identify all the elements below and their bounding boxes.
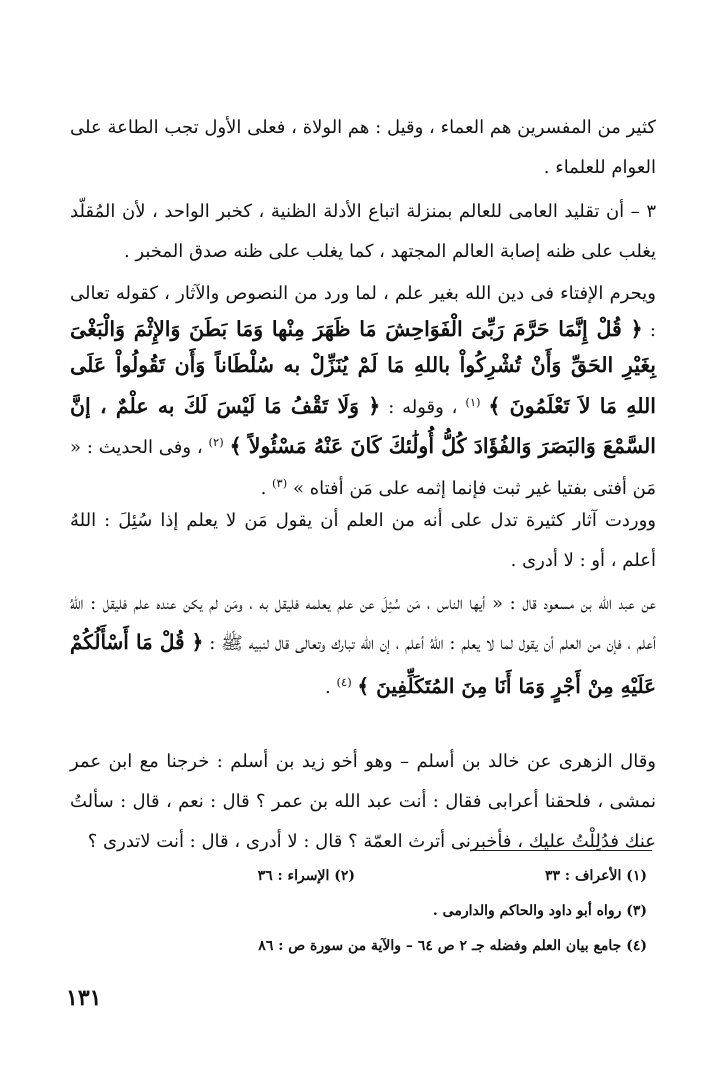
paragraph-4: ووردت آثار كثيرة تدل على أنه من العلم أن يقول مَن لا يعلم إذا سُئِلَ : اللهُ أعلم ، أو : لا أدرى . <box>70 510 656 571</box>
p3-text-d: . <box>260 477 267 499</box>
footnote-marker-4: (٤) <box>336 675 352 689</box>
p3-text-b: ، وقوله : <box>388 396 458 418</box>
paragraph-2: ٣ – أن تقليد العامى للعالم بمنزلة اتباع الأدلة الظنية ، كخبر الواحد ، لأن المُقلّد يغلب على ظنه إصابة العالم المجتهد ، كما يغلب على ظنه صدق المخبر . <box>70 201 656 262</box>
footnote-marker-1: (١) <box>465 394 481 409</box>
footnote-2: (٢) الإسراء : ٣٦ <box>257 868 355 884</box>
paragraph-5 <box>70 585 656 707</box>
quran-verse-3: ﴿ قُلْ مَا أَسْأَلُكُمْ عَلَيْهِ مِنْ أَجْرٍ وَمَا أَنَا مِنَ المُتَكَلِّفِينَ ﴾ <box>70 630 656 698</box>
quran-verse-1: ﴿ قُلْ إِنَّمَا حَرَّمَ رَبِّىَ الْفَوَاحِشَ مَا ظَهَرَ مِنْها وَمَا بَطَنَ وَالإِثْمَ وَالْبَغْىَ بِغَيْرِ الحَقِّ وَأَنْ تُشْرِكُواْ باللهِ مَا لَمْ يُنَزِّلْ به سُلْطَاناً وَأَن تَقُولُواْ عَلَى اللهِ مَا لاَ تَعْلَمُونَ ﴾ <box>70 316 656 418</box>
footnote-1: (١) الأعراف : ٣٣ <box>545 868 647 884</box>
footnote-marker-3: (٣) <box>272 475 288 490</box>
page-number: ١٣١ <box>66 985 102 1011</box>
paragraph-3 <box>70 276 656 506</box>
p3-text-c: ، وفى الحديث : « مَن أفتى بفتيا غير ثبت فإنما إثمه على مَن أفتاه » <box>70 437 656 499</box>
p3-text-a: ويحرم الإفتاء فى دين الله بغير علم ، لما ورد من النصوص والآثار ، كقوله تعالى : <box>70 283 656 341</box>
p5-text-b: . <box>325 677 331 698</box>
footnote-divider <box>470 850 652 851</box>
footnote-3: (٣) رواه أبو داود والحاكم والدارمى . <box>432 903 647 919</box>
footnote-marker-2: (٢) <box>208 435 224 449</box>
paragraph-6: وقال الزهرى عن خالد بن أسلم – وهو أخو زيد بن أسلم : خرجنا مع ابن عمر نمشى ، فلحقنا أعرابى فقال : أنت عبد الله بن عمر ؟ قال : نعم ، قال : سألتُ عنك فدُلِلْتُ عليك ، فأخبرنى أترث العمّة ؟ قال : لا أدرى ، قال : أنت لاتدرى ؟ <box>70 751 656 852</box>
quran-verse-2: ﴿ وَلَا تَقْفُ مَا لَيْسَ لَكَ به علْمٌ ، إنَّ السَّمْعَ وَالبَصَرَ وَالفُؤَادَ كُلُّ أُولَٰئكَ كَانَ عَنْهُ مَسْئُولاً ﴾ <box>70 393 656 458</box>
footnote-4: (٤) جامع بيان العلم وفضله جـ ٢ ص ٦٤ – والآية من سورة ص : ٨٦ <box>258 938 647 954</box>
paragraph-1: كثير من المفسرين هم العماء ، وقيل : هم الولاة ، فعلى الأول تجب الطاعة على العوام للعلماء . <box>70 117 656 178</box>
p5-text-a: عن عبد الله بن مسعود قال : « أيها الناس ، مَن سُئِلَ عن علم يعلمه فليقل به ، ومَن لم يكن عنده علم فليقل : اللهُ أعلم ، فإن من العلم أن يقول لما لا يعلم : اللهُ أعلم ، إن الله تبارك وتعالى قال لنبيه ﷺ : <box>70 593 656 654</box>
